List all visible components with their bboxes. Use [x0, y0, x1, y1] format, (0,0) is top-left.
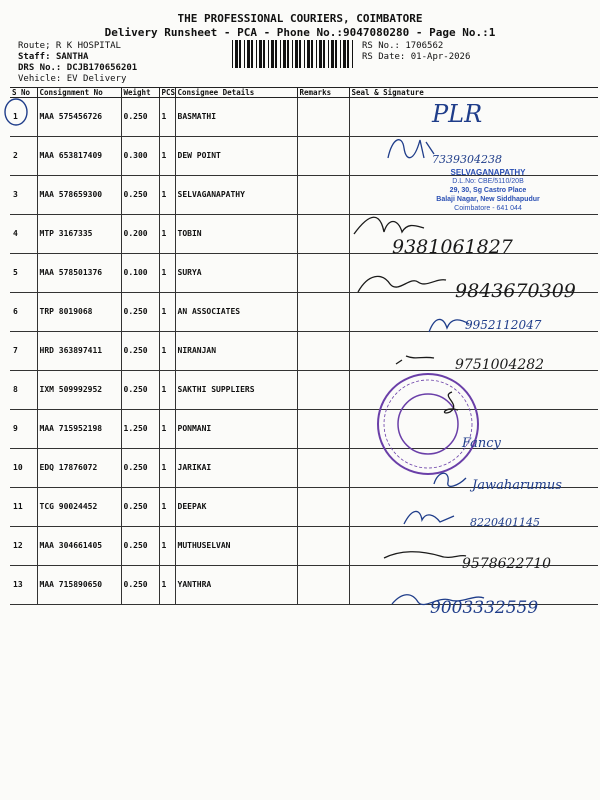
cell-remarks — [297, 488, 349, 527]
cell-remarks — [297, 98, 349, 137]
cell-pcs: 1 — [159, 488, 175, 527]
barcode-bar — [280, 40, 281, 68]
barcode-bar — [307, 40, 310, 68]
cell-weight: 0.250 — [121, 98, 159, 137]
col-sno: S No — [10, 88, 37, 98]
row11-phone: 8220401145 — [470, 516, 540, 529]
barcode-bar — [263, 40, 265, 68]
cell-consignee: SELVAGANAPATHY — [175, 176, 297, 215]
row6-phone: 9952112047 — [465, 318, 542, 332]
cell-pcs: 1 — [159, 293, 175, 332]
cell-consignee: SAKTHI SUPPLIERS — [175, 371, 297, 410]
cell-remarks — [297, 449, 349, 488]
barcode-bar — [347, 40, 349, 68]
runsheet-subtitle: Delivery Runsheet - PCA - Phone No.:9047080280 - Page No.:1 — [104, 26, 496, 39]
barcode-bar — [247, 40, 250, 68]
barcode-bar — [259, 40, 262, 68]
cell-pcs: 1 — [159, 566, 175, 605]
cell-remarks — [297, 527, 349, 566]
rs-date: RS Date: 01-Apr-2026 — [362, 52, 471, 62]
cell-weight: 0.100 — [121, 254, 159, 293]
cell-remarks — [297, 137, 349, 176]
cell-sno: 8 — [10, 371, 37, 410]
cell-consignment: MAA 715890650 — [37, 566, 121, 605]
cell-pcs: 1 — [159, 176, 175, 215]
cell-remarks — [297, 410, 349, 449]
col-consignee: Consignee Details — [175, 88, 297, 98]
barcode-bar — [292, 40, 293, 68]
barcode-bar — [235, 40, 238, 68]
row1-initials: PLR — [432, 100, 483, 128]
cell-pcs: 1 — [159, 527, 175, 566]
cell-sno: 7 — [10, 332, 37, 371]
cell-sno: 11 — [10, 488, 37, 527]
barcode-bar — [244, 40, 245, 68]
cell-pcs: 1 — [159, 371, 175, 410]
barcode-bar — [304, 40, 305, 68]
stamp-city: Coimbatore - 641 044 — [454, 205, 522, 212]
barcode-bar — [319, 40, 322, 68]
drs-info — [18, 63, 137, 73]
barcode-bar — [352, 40, 353, 68]
cell-pcs: 1 — [159, 332, 175, 371]
cell-consignee: JARIKAI — [175, 449, 297, 488]
cell-remarks — [297, 176, 349, 215]
barcode-bar — [275, 40, 277, 68]
barcode-bar — [299, 40, 301, 68]
cell-consignment: EDQ 17876072 — [37, 449, 121, 488]
row9-signature: Fancy — [462, 436, 501, 451]
cell-sno: 9 — [10, 410, 37, 449]
row4-phone: 9381061827 — [392, 236, 513, 258]
cell-pcs: 1 — [159, 254, 175, 293]
barcode — [231, 40, 357, 68]
cell-sno: 4 — [10, 215, 37, 254]
cell-weight: 0.200 — [121, 215, 159, 254]
cell-signature — [349, 371, 598, 410]
cell-weight: 0.250 — [121, 176, 159, 215]
barcode-bar — [283, 40, 286, 68]
cell-consignee: BASMATHI — [175, 98, 297, 137]
cell-pcs: 1 — [159, 449, 175, 488]
cell-sno: 6 — [10, 293, 37, 332]
row7-phone: 9751004282 — [455, 357, 545, 373]
cell-sno: 5 — [10, 254, 37, 293]
barcode-bar — [316, 40, 317, 68]
barcode-bar — [328, 40, 329, 68]
cell-pcs: 1 — [159, 98, 175, 137]
cell-weight: 1.250 — [121, 410, 159, 449]
row13-phone: 9003332559 — [430, 598, 539, 618]
cell-weight: 0.250 — [121, 332, 159, 371]
barcode-bar — [251, 40, 253, 68]
cell-weight: 0.250 — [121, 293, 159, 332]
table-row — [10, 98, 598, 137]
cell-weight: 0.250 — [121, 449, 159, 488]
cell-sno: 10 — [10, 449, 37, 488]
cell-consignee: MUTHUSELVAN — [175, 527, 297, 566]
cell-remarks — [297, 293, 349, 332]
cell-weight: 0.300 — [121, 137, 159, 176]
cell-remarks — [297, 566, 349, 605]
col-consignment: Consignment No — [37, 88, 121, 98]
cell-consignee: TOBIN — [175, 215, 297, 254]
barcode-bar — [256, 40, 257, 68]
cell-pcs: 1 — [159, 137, 175, 176]
route-label: Route; R K HOSPITAL — [18, 41, 121, 51]
cell-consignment: HRD 363897411 — [37, 332, 121, 371]
row10-name: Jawaharumus — [472, 478, 562, 493]
barcode-bar — [335, 40, 337, 68]
barcode-bar — [343, 40, 346, 68]
cell-consignee: YANTHRA — [175, 566, 297, 605]
col-signature: Seal & Signature — [349, 88, 598, 98]
stamp-name: SELVAGANAPATHY — [450, 168, 526, 177]
col-weight: Weight — [121, 88, 159, 98]
cell-remarks — [297, 215, 349, 254]
cell-consignment: MAA 578659300 — [37, 176, 121, 215]
cell-remarks — [297, 371, 349, 410]
cell-sno: 1 — [10, 98, 37, 137]
barcode-bar — [311, 40, 313, 68]
drs-number: DCJB170656201 — [66, 63, 138, 73]
staff-info — [18, 52, 88, 62]
barcode-bar — [271, 40, 274, 68]
cell-consignment: MAA 715952198 — [37, 410, 121, 449]
cell-consignment: MAA 578501376 — [37, 254, 121, 293]
rs-number: RS No.: 1706562 — [362, 41, 444, 51]
col-pcs: PCS — [159, 88, 175, 98]
cell-sno: 2 — [10, 137, 37, 176]
cell-consignee: SURYA — [175, 254, 297, 293]
company-title: THE PROFESSIONAL COURIERS, COIMBATORE — [177, 12, 423, 25]
cell-pcs: 1 — [159, 410, 175, 449]
row5-phone: 9843670309 — [455, 280, 576, 302]
cell-sno: 3 — [10, 176, 37, 215]
cell-weight: 0.250 — [121, 566, 159, 605]
cell-weight: 0.250 — [121, 527, 159, 566]
cell-sno: 13 — [10, 566, 37, 605]
cell-consignment: MAA 575456726 — [37, 98, 121, 137]
cell-consignment: IXM 509992952 — [37, 371, 121, 410]
barcode-bar — [295, 40, 298, 68]
cell-sno: 12 — [10, 527, 37, 566]
cell-consignee: DEW POINT — [175, 137, 297, 176]
cell-pcs: 1 — [159, 215, 175, 254]
cell-weight: 0.250 — [121, 488, 159, 527]
cell-weight: 0.250 — [121, 371, 159, 410]
barcode-bar — [268, 40, 269, 68]
stamp-dl: D.L.No: CBE/5110/20B — [452, 178, 524, 185]
barcode-bar — [340, 40, 341, 68]
barcode-bar — [331, 40, 334, 68]
cell-consignee: PONMANI — [175, 410, 297, 449]
table-row — [10, 410, 598, 449]
cell-consignment: TCG 90024452 — [37, 488, 121, 527]
cell-consignment: MAA 653817409 — [37, 137, 121, 176]
business-stamp — [398, 168, 578, 213]
vehicle-label: Vehicle: EV Delivery — [18, 74, 127, 84]
cell-remarks — [297, 254, 349, 293]
table-header-row — [10, 88, 598, 98]
cell-remarks — [297, 332, 349, 371]
barcode-bar — [287, 40, 289, 68]
cell-consignment: TRP 8019068 — [37, 293, 121, 332]
staff-name: SANTHA — [55, 52, 89, 62]
cell-consignee: AN ASSOCIATES — [175, 293, 297, 332]
stamp-area: Balaji Nagar, New Siddhapudur — [436, 196, 540, 203]
table-row — [10, 371, 598, 410]
cell-consignment: MAA 304661405 — [37, 527, 121, 566]
row12-phone: 9578622710 — [462, 556, 552, 572]
stamp-address: 29, 30, Sg Castro Place — [449, 187, 527, 194]
cell-consignee: DEEPAK — [175, 488, 297, 527]
drs-label: DRS No.: — [18, 63, 62, 73]
barcode-bar — [323, 40, 325, 68]
barcode-bar — [239, 40, 241, 68]
staff-label: Staff: — [18, 52, 51, 62]
row2-phone: 7339304238 — [432, 153, 502, 166]
barcode-bar — [232, 40, 233, 68]
cell-consignment: MTP 3167335 — [37, 215, 121, 254]
col-remarks: Remarks — [297, 88, 349, 98]
cell-consignee: NIRANJAN — [175, 332, 297, 371]
